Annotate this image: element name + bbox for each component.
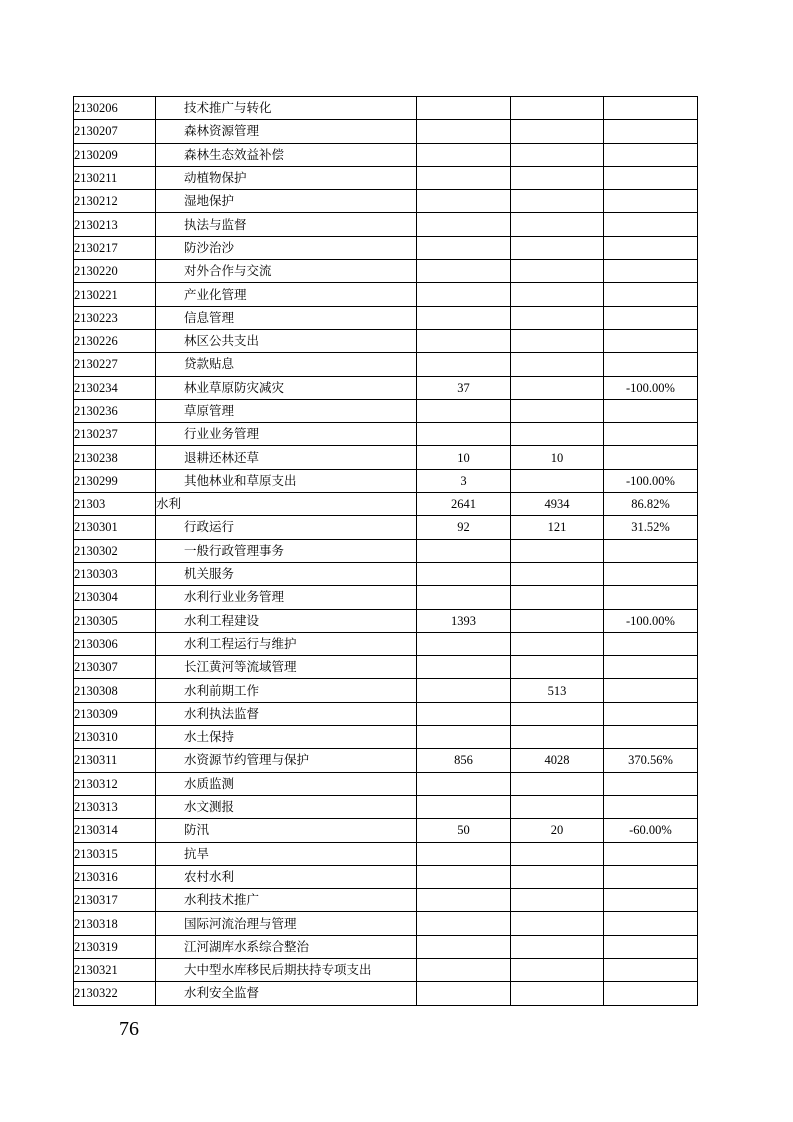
current-year-value-cell: 4028	[511, 749, 604, 772]
current-year-value-cell	[511, 353, 604, 376]
change-percent-cell	[604, 958, 698, 981]
change-percent-cell	[604, 446, 698, 469]
account-name-cell: 江河湖库水系综合整治	[156, 935, 417, 958]
change-percent-cell	[604, 912, 698, 935]
current-year-value-cell	[511, 865, 604, 888]
account-code-cell: 2130304	[74, 586, 156, 609]
current-year-value-cell	[511, 166, 604, 189]
prior-year-value-cell	[417, 795, 511, 818]
change-percent-cell: -100.00%	[604, 376, 698, 399]
account-code-cell: 2130317	[74, 889, 156, 912]
current-year-value-cell: 10	[511, 446, 604, 469]
account-code-cell: 2130236	[74, 399, 156, 422]
current-year-value-cell: 121	[511, 516, 604, 539]
prior-year-value-cell	[417, 842, 511, 865]
account-name-cell: 大中型水库移民后期扶持专项支出	[156, 958, 417, 981]
account-name-cell: 水利技术推广	[156, 889, 417, 912]
table-row	[74, 539, 698, 562]
account-code-cell: 2130220	[74, 260, 156, 283]
prior-year-value-cell	[417, 679, 511, 702]
prior-year-value-cell	[417, 353, 511, 376]
current-year-value-cell	[511, 376, 604, 399]
change-percent-cell	[604, 97, 698, 120]
change-percent-cell	[604, 329, 698, 352]
table-row	[74, 679, 698, 702]
change-percent-cell	[604, 679, 698, 702]
change-percent-cell	[604, 656, 698, 679]
table-row	[74, 726, 698, 749]
table-row	[74, 982, 698, 1005]
account-code-cell: 2130206	[74, 97, 156, 120]
account-code-cell: 2130308	[74, 679, 156, 702]
change-percent-cell	[604, 236, 698, 259]
change-percent-cell	[604, 586, 698, 609]
budget-table-body	[74, 97, 698, 1006]
account-name-cell: 防沙治沙	[156, 236, 417, 259]
change-percent-cell	[604, 539, 698, 562]
prior-year-value-cell	[417, 329, 511, 352]
prior-year-value-cell: 10	[417, 446, 511, 469]
current-year-value-cell	[511, 935, 604, 958]
account-code-cell: 2130306	[74, 632, 156, 655]
table-row	[74, 120, 698, 143]
change-percent-cell	[604, 260, 698, 283]
table-row	[74, 842, 698, 865]
account-name-cell: 湿地保护	[156, 190, 417, 213]
table-row	[74, 772, 698, 795]
account-name-cell: 水利行业业务管理	[156, 586, 417, 609]
account-code-cell: 2130303	[74, 562, 156, 585]
current-year-value-cell	[511, 958, 604, 981]
account-name-cell: 水利前期工作	[156, 679, 417, 702]
prior-year-value-cell	[417, 889, 511, 912]
account-name-cell: 森林生态效益补偿	[156, 143, 417, 166]
table-row	[74, 423, 698, 446]
change-percent-cell	[604, 213, 698, 236]
prior-year-value-cell	[417, 306, 511, 329]
table-row	[74, 865, 698, 888]
change-percent-cell	[604, 726, 698, 749]
current-year-value-cell	[511, 306, 604, 329]
current-year-value-cell	[511, 213, 604, 236]
change-percent-cell	[604, 795, 698, 818]
prior-year-value-cell	[417, 586, 511, 609]
current-year-value-cell	[511, 702, 604, 725]
current-year-value-cell	[511, 982, 604, 1005]
account-code-cell: 2130313	[74, 795, 156, 818]
current-year-value-cell: 4934	[511, 493, 604, 516]
current-year-value-cell	[511, 562, 604, 585]
current-year-value-cell	[511, 423, 604, 446]
change-percent-cell	[604, 632, 698, 655]
account-name-cell: 水利执法监督	[156, 702, 417, 725]
account-code-cell: 2130237	[74, 423, 156, 446]
account-code-cell: 2130223	[74, 306, 156, 329]
change-percent-cell: 86.82%	[604, 493, 698, 516]
account-code-cell: 2130307	[74, 656, 156, 679]
prior-year-value-cell	[417, 423, 511, 446]
change-percent-cell	[604, 143, 698, 166]
account-code-cell: 2130302	[74, 539, 156, 562]
account-name-cell: 森林资源管理	[156, 120, 417, 143]
current-year-value-cell	[511, 632, 604, 655]
account-name-cell: 国际河流治理与管理	[156, 912, 417, 935]
account-name-cell: 水利	[156, 493, 417, 516]
account-code-cell: 2130315	[74, 842, 156, 865]
table-row	[74, 306, 698, 329]
table-row	[74, 958, 698, 981]
prior-year-value-cell	[417, 260, 511, 283]
prior-year-value-cell	[417, 726, 511, 749]
change-percent-cell	[604, 399, 698, 422]
account-name-cell: 对外合作与交流	[156, 260, 417, 283]
account-name-cell: 防汛	[156, 819, 417, 842]
account-name-cell: 信息管理	[156, 306, 417, 329]
change-percent-cell	[604, 982, 698, 1005]
account-name-cell: 一般行政管理事务	[156, 539, 417, 562]
account-code-cell: 2130311	[74, 749, 156, 772]
prior-year-value-cell	[417, 213, 511, 236]
prior-year-value-cell: 50	[417, 819, 511, 842]
account-code-cell: 2130299	[74, 469, 156, 492]
account-name-cell: 退耕还林还草	[156, 446, 417, 469]
prior-year-value-cell	[417, 632, 511, 655]
account-code-cell: 2130305	[74, 609, 156, 632]
account-code-cell: 2130209	[74, 143, 156, 166]
prior-year-value-cell	[417, 702, 511, 725]
prior-year-value-cell: 1393	[417, 609, 511, 632]
account-name-cell: 水利安全监督	[156, 982, 417, 1005]
account-code-cell: 21303	[74, 493, 156, 516]
account-name-cell: 农村水利	[156, 865, 417, 888]
current-year-value-cell	[511, 399, 604, 422]
current-year-value-cell	[511, 842, 604, 865]
account-code-cell: 2130318	[74, 912, 156, 935]
change-percent-cell	[604, 166, 698, 189]
account-name-cell: 水利工程运行与维护	[156, 632, 417, 655]
account-name-cell: 草原管理	[156, 399, 417, 422]
account-code-cell: 2130301	[74, 516, 156, 539]
account-name-cell: 行政运行	[156, 516, 417, 539]
account-name-cell: 水土保持	[156, 726, 417, 749]
current-year-value-cell	[511, 609, 604, 632]
account-name-cell: 贷款贴息	[156, 353, 417, 376]
current-year-value-cell	[511, 912, 604, 935]
prior-year-value-cell: 37	[417, 376, 511, 399]
prior-year-value-cell	[417, 143, 511, 166]
current-year-value-cell	[511, 889, 604, 912]
account-code-cell: 2130321	[74, 958, 156, 981]
table-row	[74, 260, 698, 283]
table-row	[74, 97, 698, 120]
account-code-cell: 2130211	[74, 166, 156, 189]
table-row	[74, 586, 698, 609]
change-percent-cell: -100.00%	[604, 609, 698, 632]
account-code-cell: 2130221	[74, 283, 156, 306]
account-code-cell: 2130238	[74, 446, 156, 469]
account-name-cell: 水利工程建设	[156, 609, 417, 632]
account-code-cell: 2130309	[74, 702, 156, 725]
change-percent-cell	[604, 842, 698, 865]
account-code-cell: 2130217	[74, 236, 156, 259]
prior-year-value-cell	[417, 539, 511, 562]
current-year-value-cell	[511, 469, 604, 492]
prior-year-value-cell: 3	[417, 469, 511, 492]
change-percent-cell	[604, 190, 698, 213]
current-year-value-cell	[511, 656, 604, 679]
current-year-value-cell	[511, 236, 604, 259]
prior-year-value-cell	[417, 283, 511, 306]
account-name-cell: 水质监测	[156, 772, 417, 795]
table-row	[74, 562, 698, 585]
account-name-cell: 技术推广与转化	[156, 97, 417, 120]
account-name-cell: 抗旱	[156, 842, 417, 865]
account-code-cell: 2130316	[74, 865, 156, 888]
table-row	[74, 795, 698, 818]
account-name-cell: 机关服务	[156, 562, 417, 585]
change-percent-cell	[604, 702, 698, 725]
table-row	[74, 166, 698, 189]
table-row	[74, 469, 698, 492]
prior-year-value-cell: 856	[417, 749, 511, 772]
current-year-value-cell: 513	[511, 679, 604, 702]
account-code-cell: 2130226	[74, 329, 156, 352]
change-percent-cell	[604, 935, 698, 958]
budget-table	[73, 96, 698, 1006]
prior-year-value-cell	[417, 236, 511, 259]
current-year-value-cell	[511, 586, 604, 609]
change-percent-cell	[604, 423, 698, 446]
account-code-cell: 2130322	[74, 982, 156, 1005]
account-name-cell: 林业草原防灾减灾	[156, 376, 417, 399]
current-year-value-cell	[511, 260, 604, 283]
table-row	[74, 353, 698, 376]
change-percent-cell: 31.52%	[604, 516, 698, 539]
account-code-cell: 2130207	[74, 120, 156, 143]
prior-year-value-cell	[417, 772, 511, 795]
table-row	[74, 446, 698, 469]
table-row	[74, 493, 698, 516]
prior-year-value-cell	[417, 912, 511, 935]
current-year-value-cell	[511, 143, 604, 166]
table-row	[74, 819, 698, 842]
current-year-value-cell	[511, 795, 604, 818]
account-code-cell: 2130310	[74, 726, 156, 749]
current-year-value-cell	[511, 283, 604, 306]
page-number: 76	[119, 1018, 139, 1040]
table-row	[74, 702, 698, 725]
table-row	[74, 632, 698, 655]
account-name-cell: 产业化管理	[156, 283, 417, 306]
change-percent-cell	[604, 306, 698, 329]
table-row	[74, 516, 698, 539]
account-code-cell: 2130312	[74, 772, 156, 795]
table-row	[74, 399, 698, 422]
prior-year-value-cell: 92	[417, 516, 511, 539]
change-percent-cell	[604, 772, 698, 795]
prior-year-value-cell: 2641	[417, 493, 511, 516]
current-year-value-cell	[511, 120, 604, 143]
account-code-cell: 2130314	[74, 819, 156, 842]
account-name-cell: 水文测报	[156, 795, 417, 818]
account-name-cell: 其他林业和草原支出	[156, 469, 417, 492]
change-percent-cell: -60.00%	[604, 819, 698, 842]
prior-year-value-cell	[417, 399, 511, 422]
current-year-value-cell	[511, 97, 604, 120]
account-name-cell: 行业业务管理	[156, 423, 417, 446]
table-row	[74, 376, 698, 399]
prior-year-value-cell	[417, 656, 511, 679]
prior-year-value-cell	[417, 865, 511, 888]
table-row	[74, 749, 698, 772]
table-row	[74, 236, 698, 259]
table-row	[74, 329, 698, 352]
table-row	[74, 935, 698, 958]
account-name-cell: 林区公共支出	[156, 329, 417, 352]
prior-year-value-cell	[417, 562, 511, 585]
current-year-value-cell	[511, 539, 604, 562]
account-code-cell: 2130213	[74, 213, 156, 236]
change-percent-cell: 370.56%	[604, 749, 698, 772]
current-year-value-cell	[511, 190, 604, 213]
table-row	[74, 656, 698, 679]
account-code-cell: 2130227	[74, 353, 156, 376]
account-name-cell: 动植物保护	[156, 166, 417, 189]
account-name-cell: 长江黄河等流域管理	[156, 656, 417, 679]
prior-year-value-cell	[417, 935, 511, 958]
current-year-value-cell: 20	[511, 819, 604, 842]
change-percent-cell	[604, 353, 698, 376]
account-name-cell: 水资源节约管理与保护	[156, 749, 417, 772]
prior-year-value-cell	[417, 97, 511, 120]
account-code-cell: 2130212	[74, 190, 156, 213]
current-year-value-cell	[511, 329, 604, 352]
account-name-cell: 执法与监督	[156, 213, 417, 236]
table-row	[74, 912, 698, 935]
change-percent-cell: -100.00%	[604, 469, 698, 492]
change-percent-cell	[604, 889, 698, 912]
table-row	[74, 190, 698, 213]
table-row	[74, 889, 698, 912]
prior-year-value-cell	[417, 120, 511, 143]
table-row	[74, 283, 698, 306]
change-percent-cell	[604, 865, 698, 888]
change-percent-cell	[604, 283, 698, 306]
table-row	[74, 609, 698, 632]
prior-year-value-cell	[417, 958, 511, 981]
change-percent-cell	[604, 562, 698, 585]
table-row	[74, 143, 698, 166]
account-code-cell: 2130319	[74, 935, 156, 958]
prior-year-value-cell	[417, 190, 511, 213]
prior-year-value-cell	[417, 982, 511, 1005]
current-year-value-cell	[511, 726, 604, 749]
prior-year-value-cell	[417, 166, 511, 189]
change-percent-cell	[604, 120, 698, 143]
table-row	[74, 213, 698, 236]
current-year-value-cell	[511, 772, 604, 795]
account-code-cell: 2130234	[74, 376, 156, 399]
